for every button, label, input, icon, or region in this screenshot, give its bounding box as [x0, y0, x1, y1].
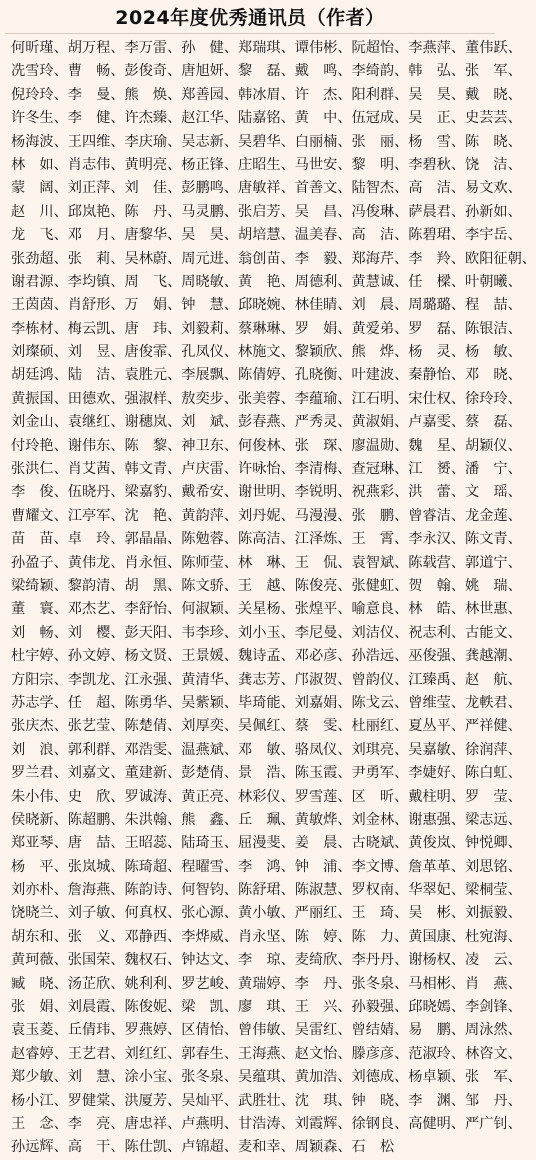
- name-list-line: 刘 畅、刘 樱、彭天阳、韦李珍、刘小玉、李尼曼、刘洁仪、祝志利、古能文、: [11, 624, 522, 641]
- name-list-line: 林 如、肖志伟、黄明亮、杨正锋、庄昭生、马世安、黎 明、李碧秋、饶 洁、: [11, 156, 522, 173]
- name-list-line: 曹耀文、江亭军、沈 艳、黄韵萍、刘丹妮、马漫漫、张 鹏、曾睿洁、龙金莲、: [11, 507, 522, 524]
- name-list-line: 黄振国、田德欢、强淑样、敖奕步、张美蓉、李蕴瑜、江石明、宋仕权、徐玲玲、: [11, 390, 522, 407]
- name-list-line: 张洪仁、肖艾茜、韩文青、卢庆雷、许咏怡、李清梅、查冠琳、江 赟、潘 宁、: [11, 461, 522, 478]
- name-list-line: 李 俊、伍晓丹、梁嘉豹、戴希安、谢世明、李锐明、祝燕彩、洪 蕾、文 瑶、: [11, 484, 522, 501]
- name-list-line: 董 寰、邓杰艺、李舒怡、何淑颖、关星杨、张煌平、喻意良、林 皓、林世惠、: [11, 601, 522, 618]
- name-list-line: 刘璨硕、刘 昱、唐俊霏、孔凤仪、林施文、黎颖欣、熊 烨、杨 灵、杨 敏、: [11, 344, 522, 361]
- name-list-line: 张 娟、刘晨霞、陈俊妮、梁 凯、廖 琪、王 兴、孙毅强、邱晓嫣、李剑锋、: [11, 999, 522, 1016]
- name-list: [11, 37, 536, 1156]
- name-list-line: 袁玉菱、丘倩玮、罗燕婷、区倩怡、曾伟敏、吴雷红、曾结婧、易 鹏、周泳然、: [11, 1022, 522, 1039]
- name-list-line: 胡廷鸿、陆 洁、袁胜元、李展飘、陈倩婷、孔晓衡、叶建波、秦静怡、邓 晓、: [11, 367, 522, 384]
- header: [0, 0, 500, 32]
- name-list-line: 臧 晓、汤芷欣、姚利利、罗艺峻、黄瑞婷、李 丹、张冬泉、马相彬、肖 燕、: [11, 975, 522, 992]
- name-list-line: 谢君源、李均镇、周 飞、周晓敏、黄 艳、周德利、黄慧诚、任 樑、叶朝曦、: [11, 273, 522, 290]
- name-list-line: 何昕瑾、胡万程、李万雷、孙 健、郑瑞琪、谭伟彬、阮超怡、李燕萍、董伟跃、: [11, 40, 522, 56]
- name-list-line: 杨小江、罗健棠、洪厦芳、吴灿平、武胜壮、沈 琪、钟 晓、李 渊、邹 丹、: [11, 1092, 522, 1109]
- name-list-line: 赵睿婷、王艺君、刘红红、郭春生、王海燕、赵文怡、滕彦彦、范淑玲、林咨文、: [11, 1045, 522, 1062]
- name-list-line: 罗兰君、刘嘉文、董建新、彭楚倩、景 浩、陈玉霞、尹勇军、李婕好、陈白虹、: [11, 765, 522, 782]
- name-list-line: 郑少敏、刘 慧、涂小宝、张冬泉、吴蕴琪、黄加浩、刘德成、杨卓颖、张 军、: [11, 1069, 522, 1086]
- name-list-line: 杜宇婷、孙文婷、杨文贤、王景媛、魏诗孟、邓必彦、孙浩远、巫俊强、龚越潮、: [11, 648, 522, 665]
- name-list-line: 蒙 阔、刘正萍、刘 佳、彭鹏鸣、唐敏祥、首善文、陆智杰、高 洁、易文欢、: [11, 180, 522, 197]
- page-title: 2024年度优秀通讯员（作者）: [115, 6, 385, 29]
- name-list-line: 孙远辉、高 干、陈仕凯、卢锦超、麦和幸、周颖森、石 松: [11, 1139, 395, 1156]
- name-list-line: 龙 飞、邓 月、唐黎华、吴 昊、胡培慧、温美春、高 洁、陈碧珺、李宇岳、: [11, 227, 522, 244]
- name-list-line: 张劲超、张 莉、吴林蔚、周元进、翁创苗、李 毅、郑海芹、李 羚、欧阳征朝、: [11, 250, 536, 267]
- name-list-line: 张庆杰、张艺莹、陈楚倩、刘厚奕、吴佩红、蔡 雯、杜丽红、夏丛平、严祥健、: [11, 718, 522, 735]
- name-list-line: 倪玲玲、李 曼、熊 焕、郑善园、韩冰眉、许 杰、阳利群、吴 昊、戴 晓、: [11, 86, 522, 103]
- name-list-line: 胡东和、张 义、邓静西、李烨威、肖永坚、陈 婷、陈 力、黄国康、杜宛海、: [11, 928, 522, 945]
- name-list-line: 方阳宗、李凯龙、江永强、黄清华、龚志芳、邝淑贺、曾韵仪、江臻禹、赵 航、: [11, 671, 522, 688]
- name-list-line: 刘金山、袁继红、谢穗岚、刘 斌、彭春燕、严秀灵、黄淑娟、卢嘉雯、蔡 磊、: [11, 414, 522, 431]
- name-list-line: 冼雪玲、曹 畅、彭俊奇、唐旭妍、黎 磊、戴 鸣、李绮韵、韩 弘、张 军、: [11, 63, 522, 80]
- name-list-line: 许冬生、李 健、许杰臻、赵江华、陆嘉铭、黄 中、伍冠成、吴 正、史芸芸、: [11, 110, 522, 127]
- name-list-line: 付玲艳、谢伟东、陈 黎、神卫东、何俊林、张 琛、廖温勋、魏 星、胡颖仪、: [11, 437, 522, 454]
- name-list-line: 杨海波、王四维、李庆瑜、吴志新、吴碧华、白丽楠、张 丽、杨 雪、陈 晓、: [11, 133, 522, 150]
- name-list-line: 杨 平、张岚城、陈琦超、程曜雪、李 鸿、钟 浦、李文博、詹革革、刘思铭、: [11, 858, 522, 875]
- name-list-line: 王 念、李 亮、唐忠祥、卢燕明、甘浩涛、刘霞辉、徐钢良、高健明、严广钊、: [11, 1115, 522, 1132]
- title-divider: [5, 33, 495, 34]
- name-list-line: 黄珂薇、张国荣、魏权石、钟达文、李 琼、麦绮欣、李丹丹、谢杨权、凌 云、: [11, 952, 522, 969]
- name-list-line: 侯晓新、陈超鹏、朱洪翰、熊 鑫、丘 珮、黄敏烨、刘金林、谢惠强、梁志远、: [11, 811, 522, 828]
- name-list-line: 刘 浪、郭利群、邓浩雯、温燕斌、邓 敏、骆凤仪、刘琪亮、吴嘉敏、徐润萍、: [11, 741, 522, 758]
- name-list-line: 赵 川、邱岚艳、陈 丹、马灵鹏、张启芳、吴 昌、冯俊琳、萨晨君、孙新如、: [11, 203, 522, 220]
- name-list-line: 朱小伟、史 欣、罗诚涛、黄正亮、林彩仪、罗雪莲、区 昕、戴柱明、罗 莹、: [11, 788, 522, 805]
- name-list-line: 郑亚琴、唐 喆、王昭蕊、陆琦玉、屈漫斐、姜 晨、古晓斌、黄俊岚、钟悦卿、: [11, 835, 522, 852]
- name-list-line: 梁绮颖、黎韵清、胡 黑、陈文骄、王 越、陈俊亮、张健虹、贺 翰、姚 瑞、: [11, 577, 522, 594]
- name-list-line: 孙盈子、黄伟龙、肖永恒、陈师莹、林 琳、王 侃、袁智斌、陈载营、郭道宁、: [11, 554, 522, 571]
- name-list-line: 王茵茵、肖舒形、万 娟、钟 慧、邱晓婉、林佳睛、刘 晨、周璐璐、程 喆、: [11, 297, 522, 314]
- name-list-line: 饶晓兰、刘子敏、何真权、张心源、黄小敏、严丽红、王 琦、吴 彬、刘振毅、: [11, 905, 522, 922]
- name-list-line: 苗 苗、卓 玲、郭晶晶、陈勉蓉、陈高洁、江泽炼、王 霄、李永汉、陈文青、: [11, 531, 522, 548]
- name-list-line: 刘亦朴、詹海燕、陈韵诗、何智钧、陈舒珺、陈淑慧、罗权南、华翠妃、梁桐莹、: [11, 882, 522, 899]
- name-list-line: 苏志学、任 超、陈勇华、吴紫颖、毕琦能、刘嘉娟、陈戈云、曾维莹、龙軼君、: [11, 694, 522, 711]
- name-list-line: 李栋材、梅云凯、唐 玮、刘毅莉、蔡琳琳、罗 娟、黄爱弟、罗 磊、陈银洁、: [11, 320, 522, 337]
